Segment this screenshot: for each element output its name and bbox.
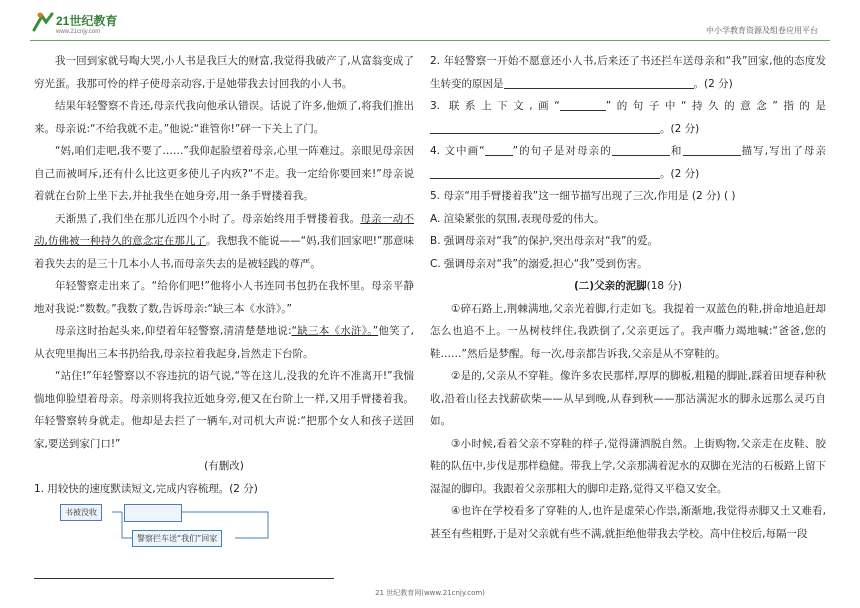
answer-blank-4a[interactable] — [612, 143, 670, 156]
option-c: C. 强调母亲对“我”的溺爱,担心“我”受到伤害。 — [430, 257, 648, 270]
underlined-quote: “缺三本《水浒》。” — [291, 325, 379, 337]
flowchart — [60, 498, 360, 550]
footer-divider — [34, 578, 334, 579]
story-paragraph-6 — [34, 320, 414, 365]
question-3-text-a: 3. 联系上下文,画“ — [430, 100, 560, 112]
question-2-text: 2. 年轻警察一开始不愿意还小人书,后来还了书还拦车送母亲和“我”回家,他的态度发生转变的原因是 — [430, 55, 826, 90]
flow-box-blank-1[interactable] — [124, 504, 182, 522]
section-paragraph-1: ①碎石路上,荆棘满地,父亲光着脚,行走如飞。我提着一双蓝色的鞋,拼命地追赶却怎么也追不上。一丛树枝绊住,我跌倒了,父亲更远了。我声嘶力竭地喊:“爸爸,您的鞋……”然后是梦醒。每一次,母亲都告诉我,父亲是从不穿鞋的。 — [430, 302, 826, 360]
answer-blank-2[interactable] — [504, 76, 694, 89]
question-4-text-a: 4. 文中画“ — [430, 145, 485, 157]
header-divider — [30, 40, 830, 41]
question-4-score: 。(2 分) — [660, 167, 700, 180]
page-footer: 21 世纪教育网(www.21cnjy.com) — [375, 589, 485, 597]
underlined-sentence: 母亲一动不动,仿佛被一种持久的意念定在那儿了 — [34, 212, 415, 247]
logo-text: 21世纪教育 — [56, 14, 118, 28]
paragraph-4-text-a: 天渐黑了,我们坐在那儿近四个小时了。母亲始终用手臂搂着我。 — [55, 212, 361, 225]
flow-box-police-send-home: 警察拦车送“我们”回家 — [132, 530, 222, 547]
paragraph-4-text-b: 。我想我不能说——“妈,我们回家吧!”那意味着我失去的是三十几本小人书,而母亲失去的是被轻践的尊严。 — [34, 235, 414, 270]
question-2-score: 。(2 分) — [693, 77, 733, 90]
section-title-text: (二)父亲的泥脚 — [573, 280, 647, 292]
section-paragraph-2: ②是的,父亲从不穿鞋。像许多农民那样,厚厚的脚板,粗糙的脚趾,踩着田埂春种秋收,沿着山径去找薪砍柴——从早到晚,从春到秋——那沾满泥水的脚永远那么灵巧自如。 — [430, 370, 826, 427]
left-column — [34, 50, 414, 500]
question-5: 5. 母亲“用手臂搂着我”这一细节描写出现了三次,作用是 (2 分) ( ) — [430, 190, 736, 202]
option-b: B. 强调母亲对“我”的保护,突出母亲对“我”的爱。 — [430, 235, 658, 247]
story-paragraph-5: 年轻警察走出来了。“给你们吧!”他将小人书连同书包扔在我怀里。母亲平静地对我说:“数数。”我数了数,告诉母亲:“缺三本《水浒》。” — [34, 280, 414, 315]
question-3-text-b: ”的句子中“持久的意念”指的是 — [605, 100, 826, 112]
answer-blank-4c[interactable] — [430, 166, 660, 179]
flow-box-confiscated: 书被没收 — [60, 504, 102, 521]
paragraph-6-text-a: 母亲这时抬起头来,仰望着年轻警察,清清楚楚地说: — [55, 325, 292, 337]
section-paragraph-4: ④也许在学校看多了穿鞋的人,也许是虚荣心作祟,渐渐地,我觉得赤脚又土又难看,甚至有些粗野,于是对父亲就有些不满,就拒绝他带我去学校。高中住校后,每隔一段 — [430, 505, 826, 540]
section-score: (18 分) — [646, 280, 682, 292]
answer-blank-3[interactable] — [430, 121, 660, 134]
right-column — [430, 50, 826, 545]
option-a: A. 渲染紧张的氛围,表现母爱的伟大。 — [430, 212, 605, 225]
question-2 — [430, 50, 826, 95]
story-paragraph-1: 我一回到家就号啕大哭,小人书是我巨大的财富,我觉得我破产了,从富翁变成了穷光蛋。我那可怜的样子使母亲动容,于是她带我去讨回我的小人书。 — [34, 55, 414, 90]
source-note: (有删改) — [204, 460, 244, 472]
question-4-text-c: 和 — [669, 145, 683, 157]
line-marker-3 — [560, 98, 606, 111]
question-4-text-b: ”的句子是对母亲的 — [512, 145, 612, 157]
story-paragraph-4 — [34, 208, 414, 276]
section-title — [430, 275, 826, 298]
paragraph-6-text-b: 他笑了,从衣兜里掏出三本书扔给我,母亲拉着我起身,旨然走下台阶。 — [34, 325, 414, 360]
logo — [30, 10, 126, 36]
question-3 — [430, 95, 826, 140]
question-1: 1. 用较快的速度默读短文,完成内容梳理。(2 分) — [34, 482, 258, 495]
page-header — [0, 0, 860, 44]
line-marker-4 — [485, 143, 513, 156]
header-platform-text: 中小学教育资源及组卷应用平台 — [706, 26, 818, 35]
story-paragraph-2: 结果年轻警察不肯还,母亲代我向他承认错误。话说了许多,他烦了,将我们推出来。母亲说:“不给我就不走。”他说:“谁管你!”砰一下关上了门。 — [34, 100, 414, 135]
question-4 — [430, 140, 826, 185]
answer-blank-4b[interactable] — [683, 143, 741, 156]
section-paragraph-3: ③小时候,看着父亲不穿鞋的样子,觉得潇洒脱自然。上街购物,父亲走在皮鞋、胶鞋的队伍中,步伐是那样稳健。带我上学,父亲那满着泥水的双脚在光洁的石板路上留下湿湿的脚印。我跟着父亲那粗大的脚印走路,觉得又平稳又安全。 — [430, 437, 826, 495]
logo-sub: www.21cnjy.com — [56, 29, 101, 35]
question-3-score: 。(2 分) — [660, 122, 700, 135]
story-paragraph-3: “妈,咱们走吧,我不要了……”我仰起脸望着母亲,心里一阵难过。亲眼见母亲因自己而被呵斥,还有什么比这更多使儿子内疚?“不走。我一定给你要回来!”母亲说着就在台阶上坐下去,并扯我坐在她身旁,用一条手臂搂着我。 — [34, 145, 414, 202]
question-4-text-d: 描写,写出了母亲 — [740, 145, 827, 157]
story-paragraph-7: “站住!”年轻警察以不容违抗的语气说,“等在这儿,没我的允许不准离开!”我惴惴地仰脸望着母亲。母亲则将我拉近她身旁,便又在台阶上一样,又用手臂搂着我。年轻警察转身就走。他却是去拦了一辆车,对司机大声说:“把那个女人和孩子送回家,要送到家门口!” — [34, 370, 414, 450]
logo-icon — [30, 10, 126, 36]
